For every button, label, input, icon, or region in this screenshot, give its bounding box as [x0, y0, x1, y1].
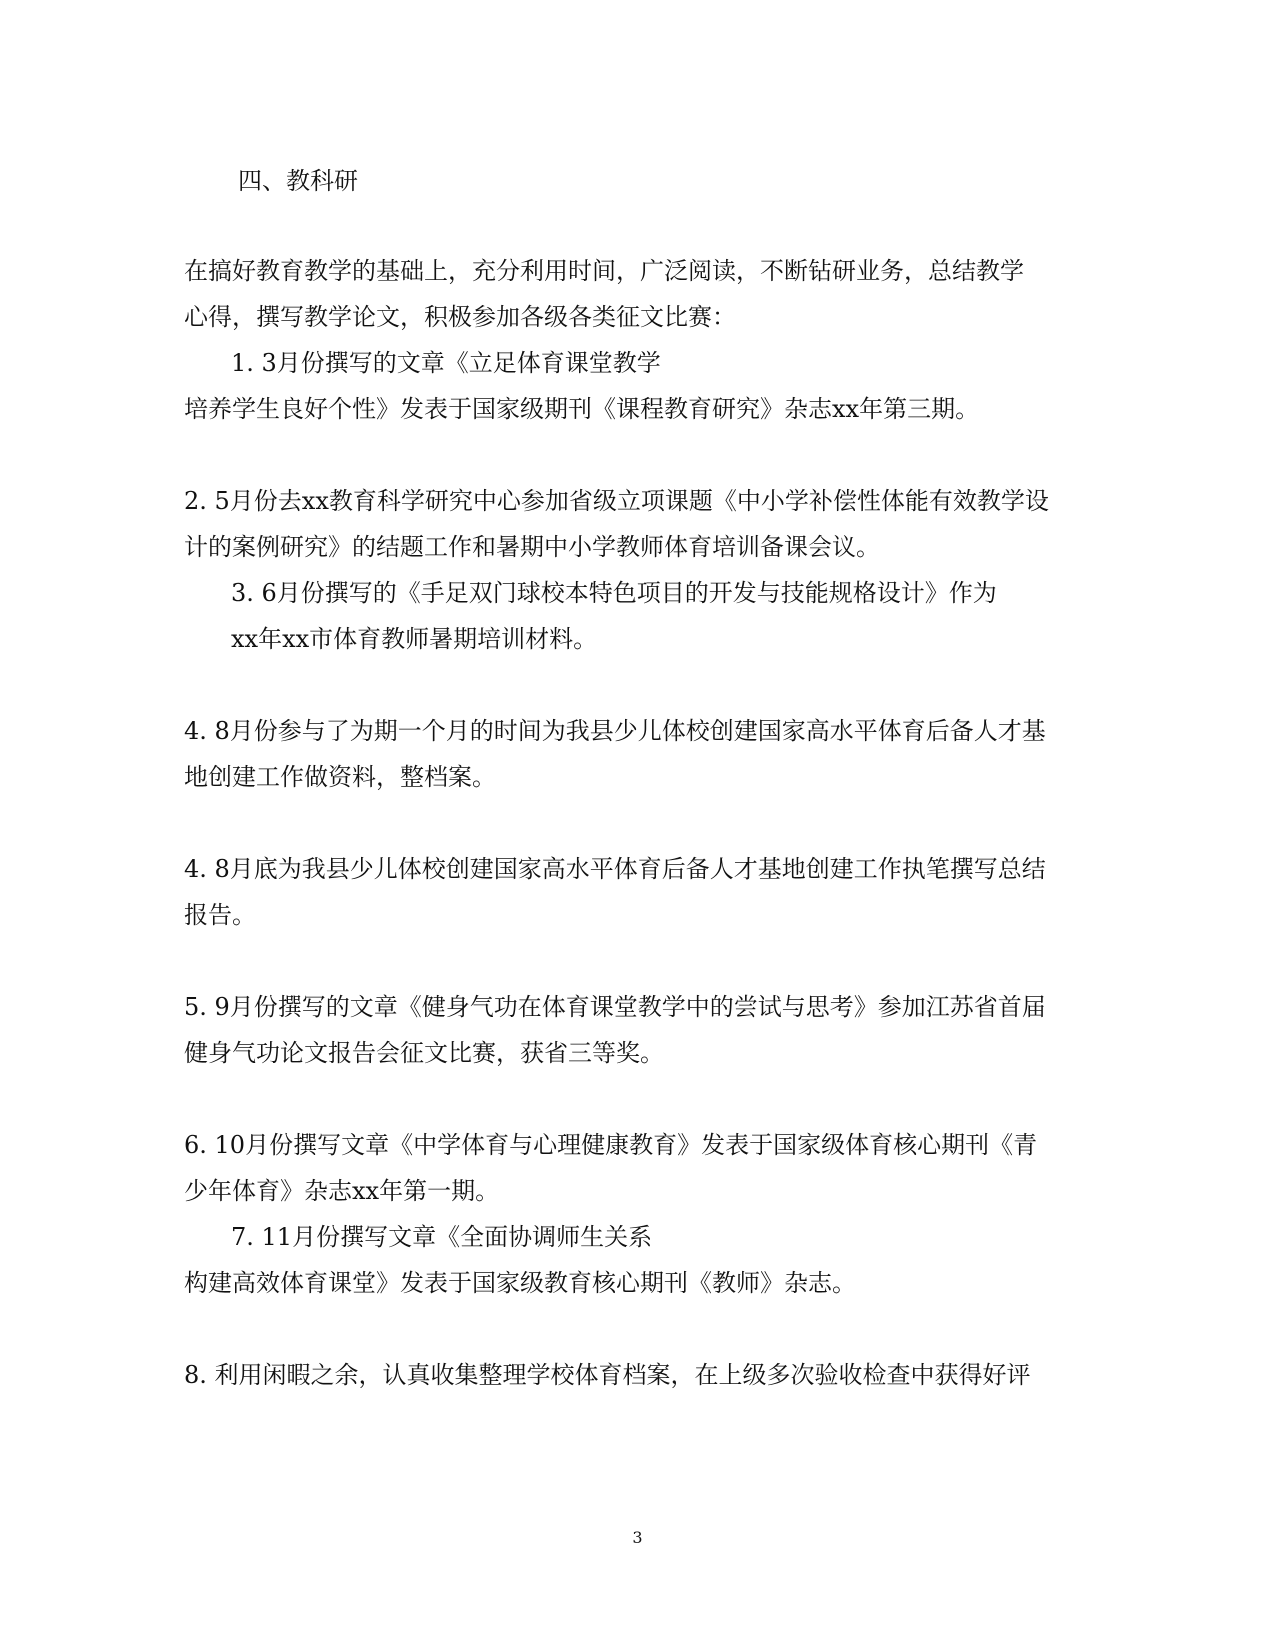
item-7-line-2: 少年体育》杂志xx年第一期。 — [184, 1177, 500, 1205]
item-7-line-1: 6. 10月份撰写文章《中学体育与心理健康教育》发表于国家级体育核心期刊《青 — [184, 1131, 1038, 1159]
item-1-line-1: 1. 3月份撰写的文章《立足体育课堂教学 — [231, 349, 661, 377]
item-6-line-2: 健身气功论文报告会征文比赛，获省三等奖。 — [184, 1039, 664, 1067]
item-3-line-1: 3. 6月份撰写的《手足双门球校本特色项目的开发与技能规格设计》作为 — [231, 579, 997, 607]
item-3-line-2: xx年xx市体育教师暑期培训材料。 — [231, 625, 598, 653]
item-2-line-1: 2. 5月份去xx教育科学研究中心参加省级立项课题《中小学补偿性体能有效教学设 — [184, 487, 1049, 515]
item-1-line-2: 培养学生良好个性》发表于国家级期刊《课程教育研究》杂志xx年第三期。 — [184, 395, 980, 423]
page-number: 3 — [632, 1528, 643, 1547]
item-4-line-1: 4. 8月份参与了为期一个月的时间为我县少儿体校创建国家高水平体育后备人才基 — [184, 717, 1046, 745]
item-5-line-1: 4. 8月底为我县少儿体校创建国家高水平体育后备人才基地创建工作执笔撰写总结 — [184, 855, 1046, 883]
item-2-line-2: 计的案例研究》的结题工作和暑期中小学教师体育培训备课会议。 — [184, 533, 880, 561]
intro-line-1: 在搞好教育教学的基础上，充分利用时间，广泛阅读，不断钻研业务，总结教学 — [184, 257, 1024, 285]
item-8-line-1: 7. 11月份撰写文章《全面协调师生关系 — [231, 1223, 653, 1251]
item-5-line-2: 报告。 — [184, 901, 256, 929]
item-9-line-1: 8. 利用闲暇之余，认真收集整理学校体育档案，在上级多次验收检查中获得好评 — [184, 1361, 1031, 1389]
item-8-line-2: 构建高效体育课堂》发表于国家级教育核心期刊《教师》杂志。 — [184, 1269, 856, 1297]
intro-line-2: 心得，撰写教学论文，积极参加各级各类征文比赛： — [184, 303, 736, 331]
section-heading: 四、教科研 — [238, 167, 358, 195]
item-6-line-1: 5. 9月份撰写的文章《健身气功在体育课堂教学中的尝试与思考》参加江苏省首届 — [184, 993, 1046, 1021]
item-4-line-2: 地创建工作做资料，整档案。 — [184, 763, 496, 791]
